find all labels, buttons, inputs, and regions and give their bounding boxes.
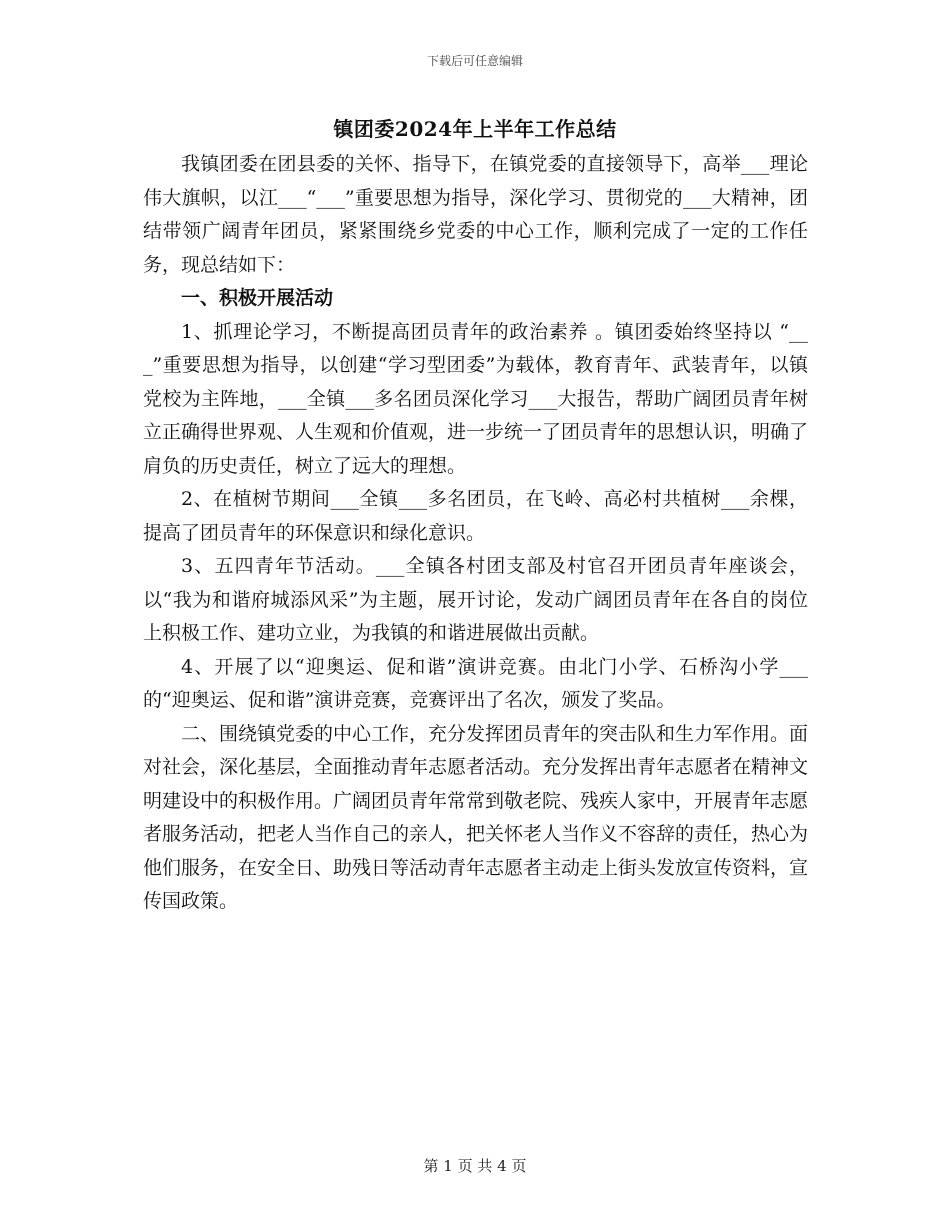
list-item-2: 2、在植树节期间___全镇___多名团员，在飞岭、高必村共植树___余棵，提高了团员青年的环保意识和绿化意识。 (143, 488, 808, 544)
document-title: 镇团委2024年上半年工作总结 (333, 117, 617, 141)
document-body (143, 148, 808, 919)
list-item-4: 4、开展了以“迎奥运、促和谐”演讲竞赛。由北门小学、石桥沟小学___的“迎奥运、促和谐”演讲竞赛，竞赛评出了名次，颁发了奖品。 (143, 655, 808, 711)
intro-paragraph: 我镇团委在团县委的关怀、指导下，在镇党委的直接领导下，高举___理论伟大旗帜，以江___“___”重要思想为指导，深化学习、贯彻党的___大精神，团结带领广阔青年团员，紧紧围绕乡党委的中心工作，顺利完成了一定的工作任务，现总结如下： (143, 153, 808, 276)
section-2-paragraph: 二、围绕镇党委的中心工作，充分发挥团员青年的突击队和生力军作用。面对社会，深化基层，全面推动青年志愿者活动。充分发挥出青年志愿者在精神文明建设中的积极作用。广阔团员青年常常到敬老院、残疾人家中，开展青年志愿者服务活动，把老人当作自己的亲人，把关怀老人当作义不容辞的责任，热心为他们服务，在安全日、助残日等活动青年志愿者主动走上街头发放宣传资料，宣传国政策。 (143, 722, 809, 912)
page-footer: 第 1 页 共 4 页 (423, 1157, 527, 1175)
header-note: 下载后可任意编辑 (426, 54, 523, 68)
list-item-3: 3、五四青年节活动。___全镇各村团支部及村官召开团员青年座谈会，以“我为和谐府城添风采”为主题，展开讨论，发动广阔团员青年在各自的岗位上积极工作、建功立业，为我镇的和谐进展做出贡献。 (143, 555, 808, 644)
section-heading-1: 一、积极开展活动 (181, 287, 334, 309)
list-item-1: 1、抓理论学习，不断提高团员青年的政治素养 。镇团委始终坚持以 “___”重要思想为指导，以创建“学习型团委”为载体，教育青年、武装青年，以镇党校为主阵地，___全镇___多名团员深化学习___大报告，帮助广阔团员青年树立正确得世界观、人生观和价值观，进一步统一了团员青年的思想认识，明确了肩负的历史责任，树立了远大的理想。 (143, 320, 809, 477)
